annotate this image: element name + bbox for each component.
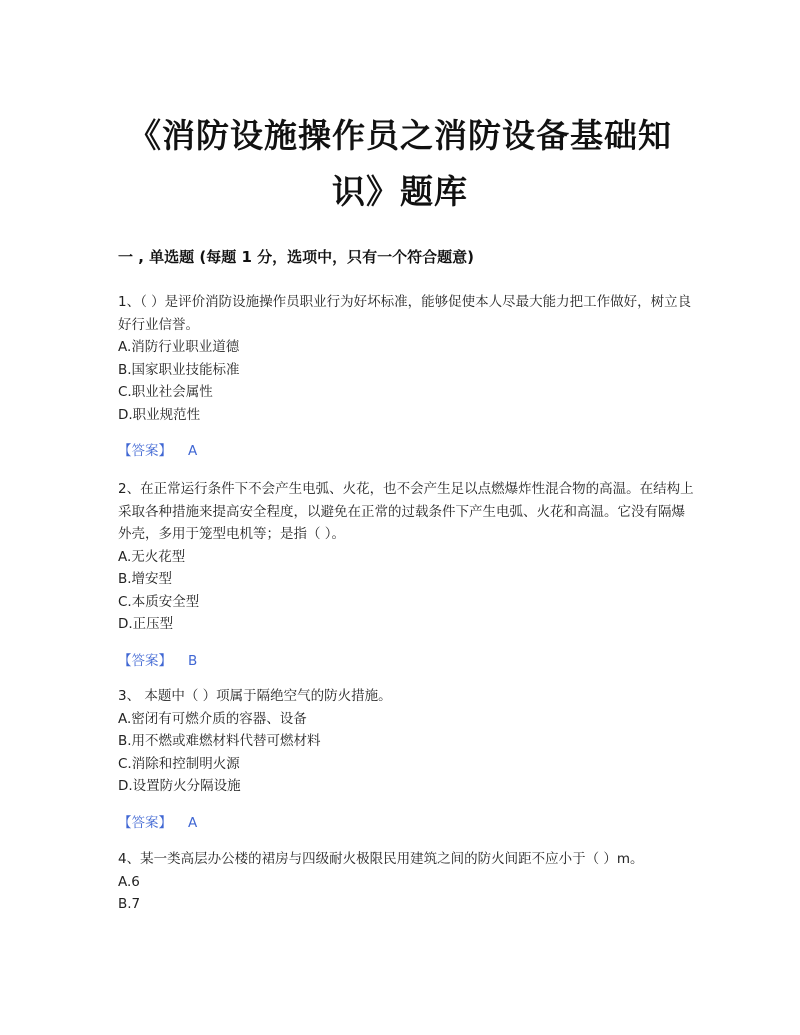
title-line-1: 《消防设施操作员之消防设备基础知 <box>128 116 672 155</box>
title-line-2: 识》题库 <box>332 172 468 211</box>
answer-value: A <box>188 443 198 459</box>
answer-label: 【答案】 <box>118 814 172 831</box>
section-heading: 一 , 单选题 (每题 1 分，选项中，只有一个符合题意) <box>118 248 474 266</box>
answer-label: 【答案】 <box>118 443 172 459</box>
option-b: B.7 <box>118 896 141 912</box>
option-a: A.密闭有可燃介质的容器、设备 <box>118 710 307 727</box>
question-stem: 4、某一类高层办公楼的裙房与四级耐火极限民用建筑之间的防火间距不应小于（ ）m。 <box>118 851 644 867</box>
answer-value: A <box>188 814 198 831</box>
answer-line <box>118 812 698 834</box>
option-a: A.消防行业职业道德 <box>118 339 240 355</box>
page-title <box>100 108 700 220</box>
question-stem: 3、 本题中（ ）项属于隔绝空气的防火措施。 <box>118 688 392 704</box>
question-4 <box>118 848 698 916</box>
question-3 <box>118 685 698 834</box>
option-c: C.本质安全型 <box>118 593 200 610</box>
option-c: C.消除和控制明火源 <box>118 755 240 772</box>
option-c: C.职业社会属性 <box>118 384 213 400</box>
question-stem: 2、在正常运行条件下不会产生电弧、火花，也不会产生足以点燃爆炸性混合物的高温。在结构上采取各种措施来提高安全程度，以避免在正常的过载条件下产生电弧、火花和高温。它没有隔爆外壳，多用于笼型电机等；是指（ ）。 <box>118 481 694 542</box>
answer-label: 【答案】 <box>118 652 172 669</box>
option-d: D.正压型 <box>118 616 174 632</box>
question-stem: 1、（ ）是评价消防设施操作员职业行为好坏标准，能够促使本人尽最大能力把工作做好，树立良好行业信誉。 <box>118 294 692 333</box>
option-a: A.6 <box>118 873 140 890</box>
option-b: B.用不燃或难燃材料代替可燃材料 <box>118 733 321 749</box>
answer-value: B <box>188 652 198 669</box>
option-b: B.增安型 <box>118 571 173 587</box>
answer-line <box>118 440 698 462</box>
option-d: D.职业规范性 <box>118 406 201 423</box>
question-2 <box>118 478 698 672</box>
question-1 <box>118 291 698 462</box>
option-d: D.设置防火分隔设施 <box>118 778 241 794</box>
answer-line <box>118 650 698 672</box>
option-b: B.国家职业技能标准 <box>118 361 240 378</box>
option-a: A.无火花型 <box>118 548 186 565</box>
